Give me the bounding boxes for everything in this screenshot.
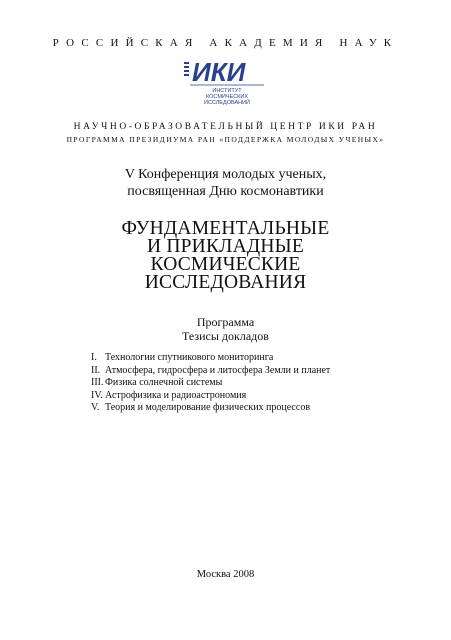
iki-logo	[184, 57, 268, 107]
logo-line-3: ИССЛЕДОВАНИЙ	[203, 100, 251, 106]
section-title: Астрофизика и радиоастрономия	[105, 389, 247, 401]
section-title: Атмосфера, гидросфера и литосфера Земли и планет	[105, 364, 331, 376]
sections-list	[91, 352, 421, 415]
section-item	[91, 402, 421, 415]
section-item	[91, 352, 421, 365]
section-number: III.	[91, 377, 104, 389]
city-year: Москва 2008	[196, 569, 255, 580]
section-title: Теория и моделирование физических процессов	[105, 402, 311, 414]
section-number: I.	[91, 352, 97, 363]
section-item	[91, 365, 421, 378]
presidium-program: ПРОГРАММА ПРЕЗИДИУМА РАН «ПОДДЕРЖКА МОЛОДЫХ УЧЕНЫХ»	[66, 135, 385, 144]
academy-name: РОССИЙСКАЯ АКАДЕМИЯ НАУК	[52, 37, 399, 49]
title-line-2: И ПРИКЛАДНЫЕ	[147, 236, 304, 257]
section-title: Технологии спутникового мониторинга	[105, 352, 274, 363]
logo-line-1: ИНСТИТУТ	[212, 88, 242, 94]
conference-heading	[0, 166, 451, 200]
subtitle-program: Программа	[196, 315, 255, 329]
title-line-1: ФУНДАМЕНТАЛЬНЫЕ	[121, 218, 330, 239]
section-title: Физика солнечной системы	[105, 377, 223, 389]
conference-line-1: V Конференция молодых ученых,	[124, 167, 327, 182]
section-number: V.	[91, 402, 100, 414]
main-title	[0, 220, 451, 292]
section-item	[91, 390, 421, 403]
logo-line-2: КОСМИЧЕСКИХ	[206, 94, 248, 100]
section-number: II.	[91, 364, 101, 376]
title-line-3: КОСМИЧЕСКИЕ	[150, 254, 301, 275]
subtitle	[0, 315, 451, 343]
title-line-4: ИССЛЕДОВАНИЯ	[144, 272, 307, 293]
education-center: НАУЧНО-ОБРАЗОВАТЕЛЬНЫЙ ЦЕНТР ИКИ РАН	[73, 122, 378, 132]
conference-line-2: посвященная Дню космонавтики	[127, 184, 324, 199]
logo-mark: ИКИ	[192, 57, 246, 87]
subtitle-abstracts: Тезисы докладов	[182, 329, 269, 343]
section-item	[91, 377, 421, 390]
section-number: IV.	[91, 389, 103, 401]
